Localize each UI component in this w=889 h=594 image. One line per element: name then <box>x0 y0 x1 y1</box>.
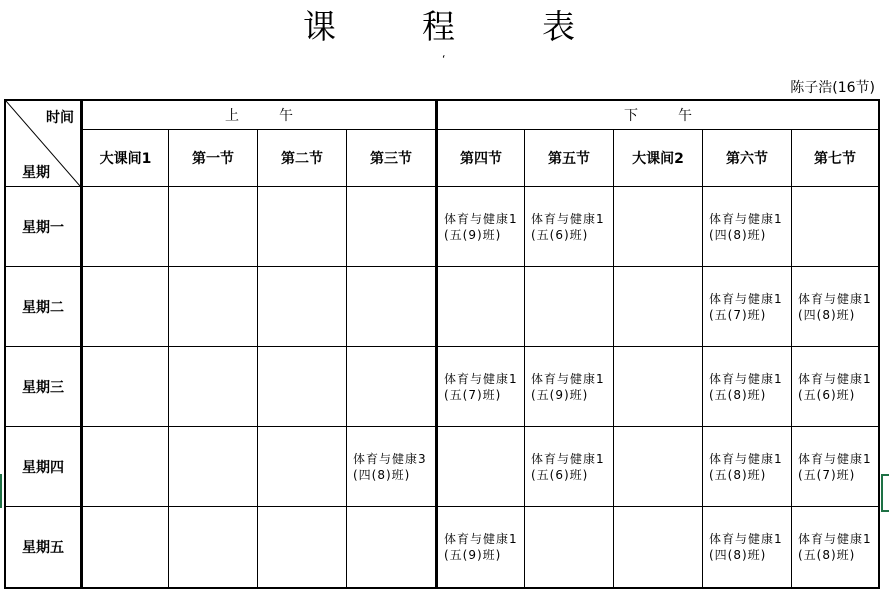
lesson-subject: 体育与健康1 <box>709 451 783 466</box>
schedule-cell[interactable] <box>436 187 525 267</box>
lesson-subject: 体育与健康1 <box>709 291 783 306</box>
lesson-entry <box>438 531 524 563</box>
lesson-subject: 体育与健康1 <box>444 371 518 386</box>
morning-char-1: 上 <box>225 108 239 124</box>
schedule-cell[interactable] <box>81 427 169 507</box>
teacher-label: 陈子浩(16节) <box>790 80 875 96</box>
lesson-class: (五(9)班) <box>531 387 589 402</box>
stray-mark: ‘ <box>442 53 446 66</box>
lesson-class: (四(8)班) <box>709 227 767 242</box>
schedule-cell[interactable] <box>525 267 614 347</box>
day-label: 星期三 <box>6 347 81 427</box>
corner-week-label: 星期 <box>22 165 50 181</box>
schedule-cell[interactable] <box>703 187 792 267</box>
lesson-class: (五(9)班) <box>444 548 502 562</box>
page-title <box>0 2 889 52</box>
day-row <box>6 507 878 587</box>
period-header-9: 第七节 <box>792 130 878 187</box>
schedule-cell[interactable] <box>81 267 169 347</box>
schedule-cell[interactable] <box>703 347 792 427</box>
schedule-cell[interactable] <box>169 267 258 347</box>
lesson-subject: 体育与健康1 <box>531 371 605 386</box>
day-row <box>6 187 878 267</box>
period-header-8: 第六节 <box>703 130 792 187</box>
afternoon-char-1: 下 <box>624 108 638 124</box>
period-header-3: 第二节 <box>258 130 347 187</box>
schedule-cell[interactable] <box>347 187 436 267</box>
lesson-class: (五(6)班) <box>531 227 589 242</box>
lesson-subject: 体育与健康1 <box>798 371 872 386</box>
schedule-cell[interactable] <box>258 427 347 507</box>
schedule-cell[interactable] <box>81 187 169 267</box>
schedule-cell[interactable] <box>525 347 614 427</box>
schedule-cell[interactable] <box>792 187 878 267</box>
lesson-subject: 体育与健康1 <box>798 291 872 306</box>
lesson-class: (五(8)班) <box>798 548 856 562</box>
schedule-cell[interactable] <box>614 267 703 347</box>
schedule-cell[interactable] <box>614 427 703 507</box>
schedule-cell[interactable] <box>347 507 436 587</box>
lesson-subject: 体育与健康1 <box>444 532 518 546</box>
lesson-entry <box>525 211 613 243</box>
lesson-class: (五(6)班) <box>798 387 856 402</box>
schedule-cell[interactable] <box>525 187 614 267</box>
day-row <box>6 427 878 507</box>
day-label: 星期二 <box>6 267 81 347</box>
schedule-cell[interactable] <box>436 427 525 507</box>
lesson-entry <box>525 451 613 483</box>
lesson-subject: 体育与健康1 <box>709 371 783 386</box>
period-header-7: 大课间2 <box>614 130 703 187</box>
title-char-2: 程 <box>422 7 455 46</box>
schedule-cell[interactable] <box>614 187 703 267</box>
lesson-entry <box>792 531 878 563</box>
schedule-cell[interactable] <box>169 187 258 267</box>
day-row <box>6 347 878 427</box>
schedule-cell[interactable] <box>703 427 792 507</box>
schedule-cell[interactable] <box>525 427 614 507</box>
corner-time-label: 时间 <box>46 110 74 126</box>
schedule-cell[interactable] <box>347 347 436 427</box>
lesson-class: (四(8)班) <box>709 548 767 562</box>
lesson-entry <box>438 211 524 243</box>
schedule-cell[interactable] <box>614 507 703 587</box>
schedule-cell[interactable] <box>614 347 703 427</box>
lesson-entry <box>703 211 791 243</box>
afternoon-char-2: 午 <box>678 108 692 124</box>
lesson-entry <box>438 371 524 403</box>
lesson-subject: 体育与健康1 <box>798 532 872 546</box>
period-header-6: 第五节 <box>525 130 614 187</box>
schedule-cell[interactable] <box>792 347 878 427</box>
lesson-entry <box>792 291 878 323</box>
lesson-subject: 体育与健康1 <box>531 211 605 226</box>
schedule-table <box>4 99 880 589</box>
lesson-subject: 体育与健康1 <box>709 211 783 226</box>
lesson-entry <box>703 451 791 483</box>
lesson-class: (五(6)班) <box>531 467 589 482</box>
schedule-cell[interactable] <box>703 267 792 347</box>
lesson-entry <box>703 291 791 323</box>
title-char-3: 表 <box>542 7 575 46</box>
schedule-cell[interactable] <box>525 507 614 587</box>
lesson-class: (五(7)班) <box>444 387 502 402</box>
schedule-cell[interactable] <box>347 267 436 347</box>
morning-char-2: 午 <box>279 108 293 124</box>
lesson-subject: 体育与健康1 <box>709 532 783 546</box>
schedule-cell[interactable] <box>258 347 347 427</box>
period-header-1: 大课间1 <box>81 130 169 187</box>
lesson-subject: 体育与健康1 <box>531 451 605 466</box>
lesson-class: (四(8)班) <box>353 467 411 482</box>
lesson-entry <box>792 371 878 403</box>
corner-header <box>6 101 81 187</box>
day-label: 星期一 <box>6 187 81 267</box>
schedule-cell[interactable] <box>792 507 878 587</box>
lesson-subject: 体育与健康3 <box>353 451 427 466</box>
day-row <box>6 267 878 347</box>
schedule-cell[interactable] <box>347 427 436 507</box>
lesson-entry <box>525 371 613 403</box>
selection-edge-left <box>0 474 5 508</box>
lesson-subject: 体育与健康1 <box>798 451 872 466</box>
schedule-cell[interactable] <box>436 347 525 427</box>
period-header-5: 第四节 <box>436 130 525 187</box>
title-char-1: 课 <box>303 7 336 46</box>
day-label: 星期五 <box>6 507 81 587</box>
lesson-entry <box>703 371 791 403</box>
schedule-cell[interactable] <box>792 267 878 347</box>
schedule-cell[interactable] <box>436 267 525 347</box>
schedule-cell[interactable] <box>258 267 347 347</box>
lesson-entry <box>347 451 435 483</box>
schedule-cell[interactable] <box>258 187 347 267</box>
schedule-cell[interactable] <box>169 427 258 507</box>
schedule-cell[interactable] <box>169 347 258 427</box>
schedule-cell[interactable] <box>81 507 169 587</box>
lesson-class: (五(9)班) <box>444 227 502 242</box>
schedule-cell[interactable] <box>81 347 169 427</box>
lesson-class: (五(8)班) <box>709 467 767 482</box>
lesson-subject: 体育与健康1 <box>444 211 518 226</box>
lesson-entry <box>703 531 791 563</box>
period-header-4: 第三节 <box>347 130 436 187</box>
selection-edge-right <box>881 474 889 512</box>
period-header-2: 第一节 <box>169 130 258 187</box>
schedule-cell[interactable] <box>792 427 878 507</box>
lesson-entry <box>792 451 878 483</box>
schedule-cell[interactable] <box>436 507 525 587</box>
day-label: 星期四 <box>6 427 81 507</box>
lesson-class: (五(7)班) <box>798 467 856 482</box>
schedule-cell[interactable] <box>703 507 792 587</box>
morning-header <box>81 101 436 130</box>
lesson-class: (五(8)班) <box>709 387 767 402</box>
schedule-cell[interactable] <box>169 507 258 587</box>
lesson-class: (四(8)班) <box>798 307 856 322</box>
schedule-cell[interactable] <box>258 507 347 587</box>
lesson-class: (五(7)班) <box>709 307 767 322</box>
afternoon-header <box>436 101 878 130</box>
